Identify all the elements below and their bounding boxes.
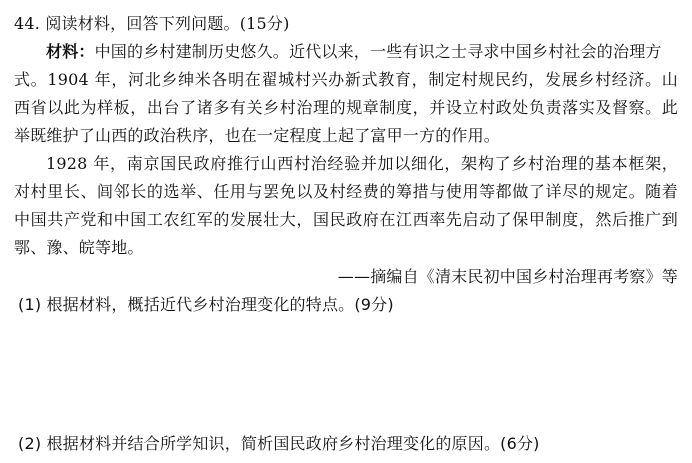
para1-first-line <box>46 41 662 63</box>
para2-line4: 鄂、豫、皖等地。 <box>14 238 144 257</box>
material-label: 材料： <box>46 42 95 61</box>
para2-line1: 1928 年，南京国民政府推行山西村治经验并加以细化，架构了乡村治理的基本框架， <box>46 154 678 173</box>
material-source: ——摘编自《清末民初中国乡村治理再考察》等 <box>337 267 678 286</box>
para1-line2: 式。1904 年，河北乡绅米各明在翟城村兴办新式教育，制定村规民约，发展乡村经济。山 <box>14 70 678 89</box>
para1-line1-text: 中国的乡村建制历史悠久。近代以来，一些有识之士寻求中国乡村社会的治理方 <box>94 42 662 61</box>
para1-line4: 举既维护了山西的政治秩序，也在一定程度上起了富甲一方的作用。 <box>14 126 501 145</box>
para2-line2: 对村里长、闾邻长的选举、任用与罢免以及村经费的筹措与使用等都做了详尽的规定。随着 <box>14 182 678 201</box>
para1-line3: 西省以此为样板，出台了诸多有关乡村治理的规章制度，并设立村政处负责落实及督察。此 <box>14 98 678 117</box>
question-header: 44. 阅读材料，回答下列问题。(15分) <box>14 14 290 33</box>
sub-question-1: (1) 根据材料，概括近代乡村治理变化的特点。(9分) <box>18 295 394 314</box>
sub-question-2: (2) 根据材料并结合所学知识，简析国民政府乡村治理变化的原因。(6分) <box>18 434 540 453</box>
para2-line3: 中国共产党和中国工农红军的发展壮大，国民政府在江西率先启动了保甲制度，然后推广到 <box>14 210 678 229</box>
